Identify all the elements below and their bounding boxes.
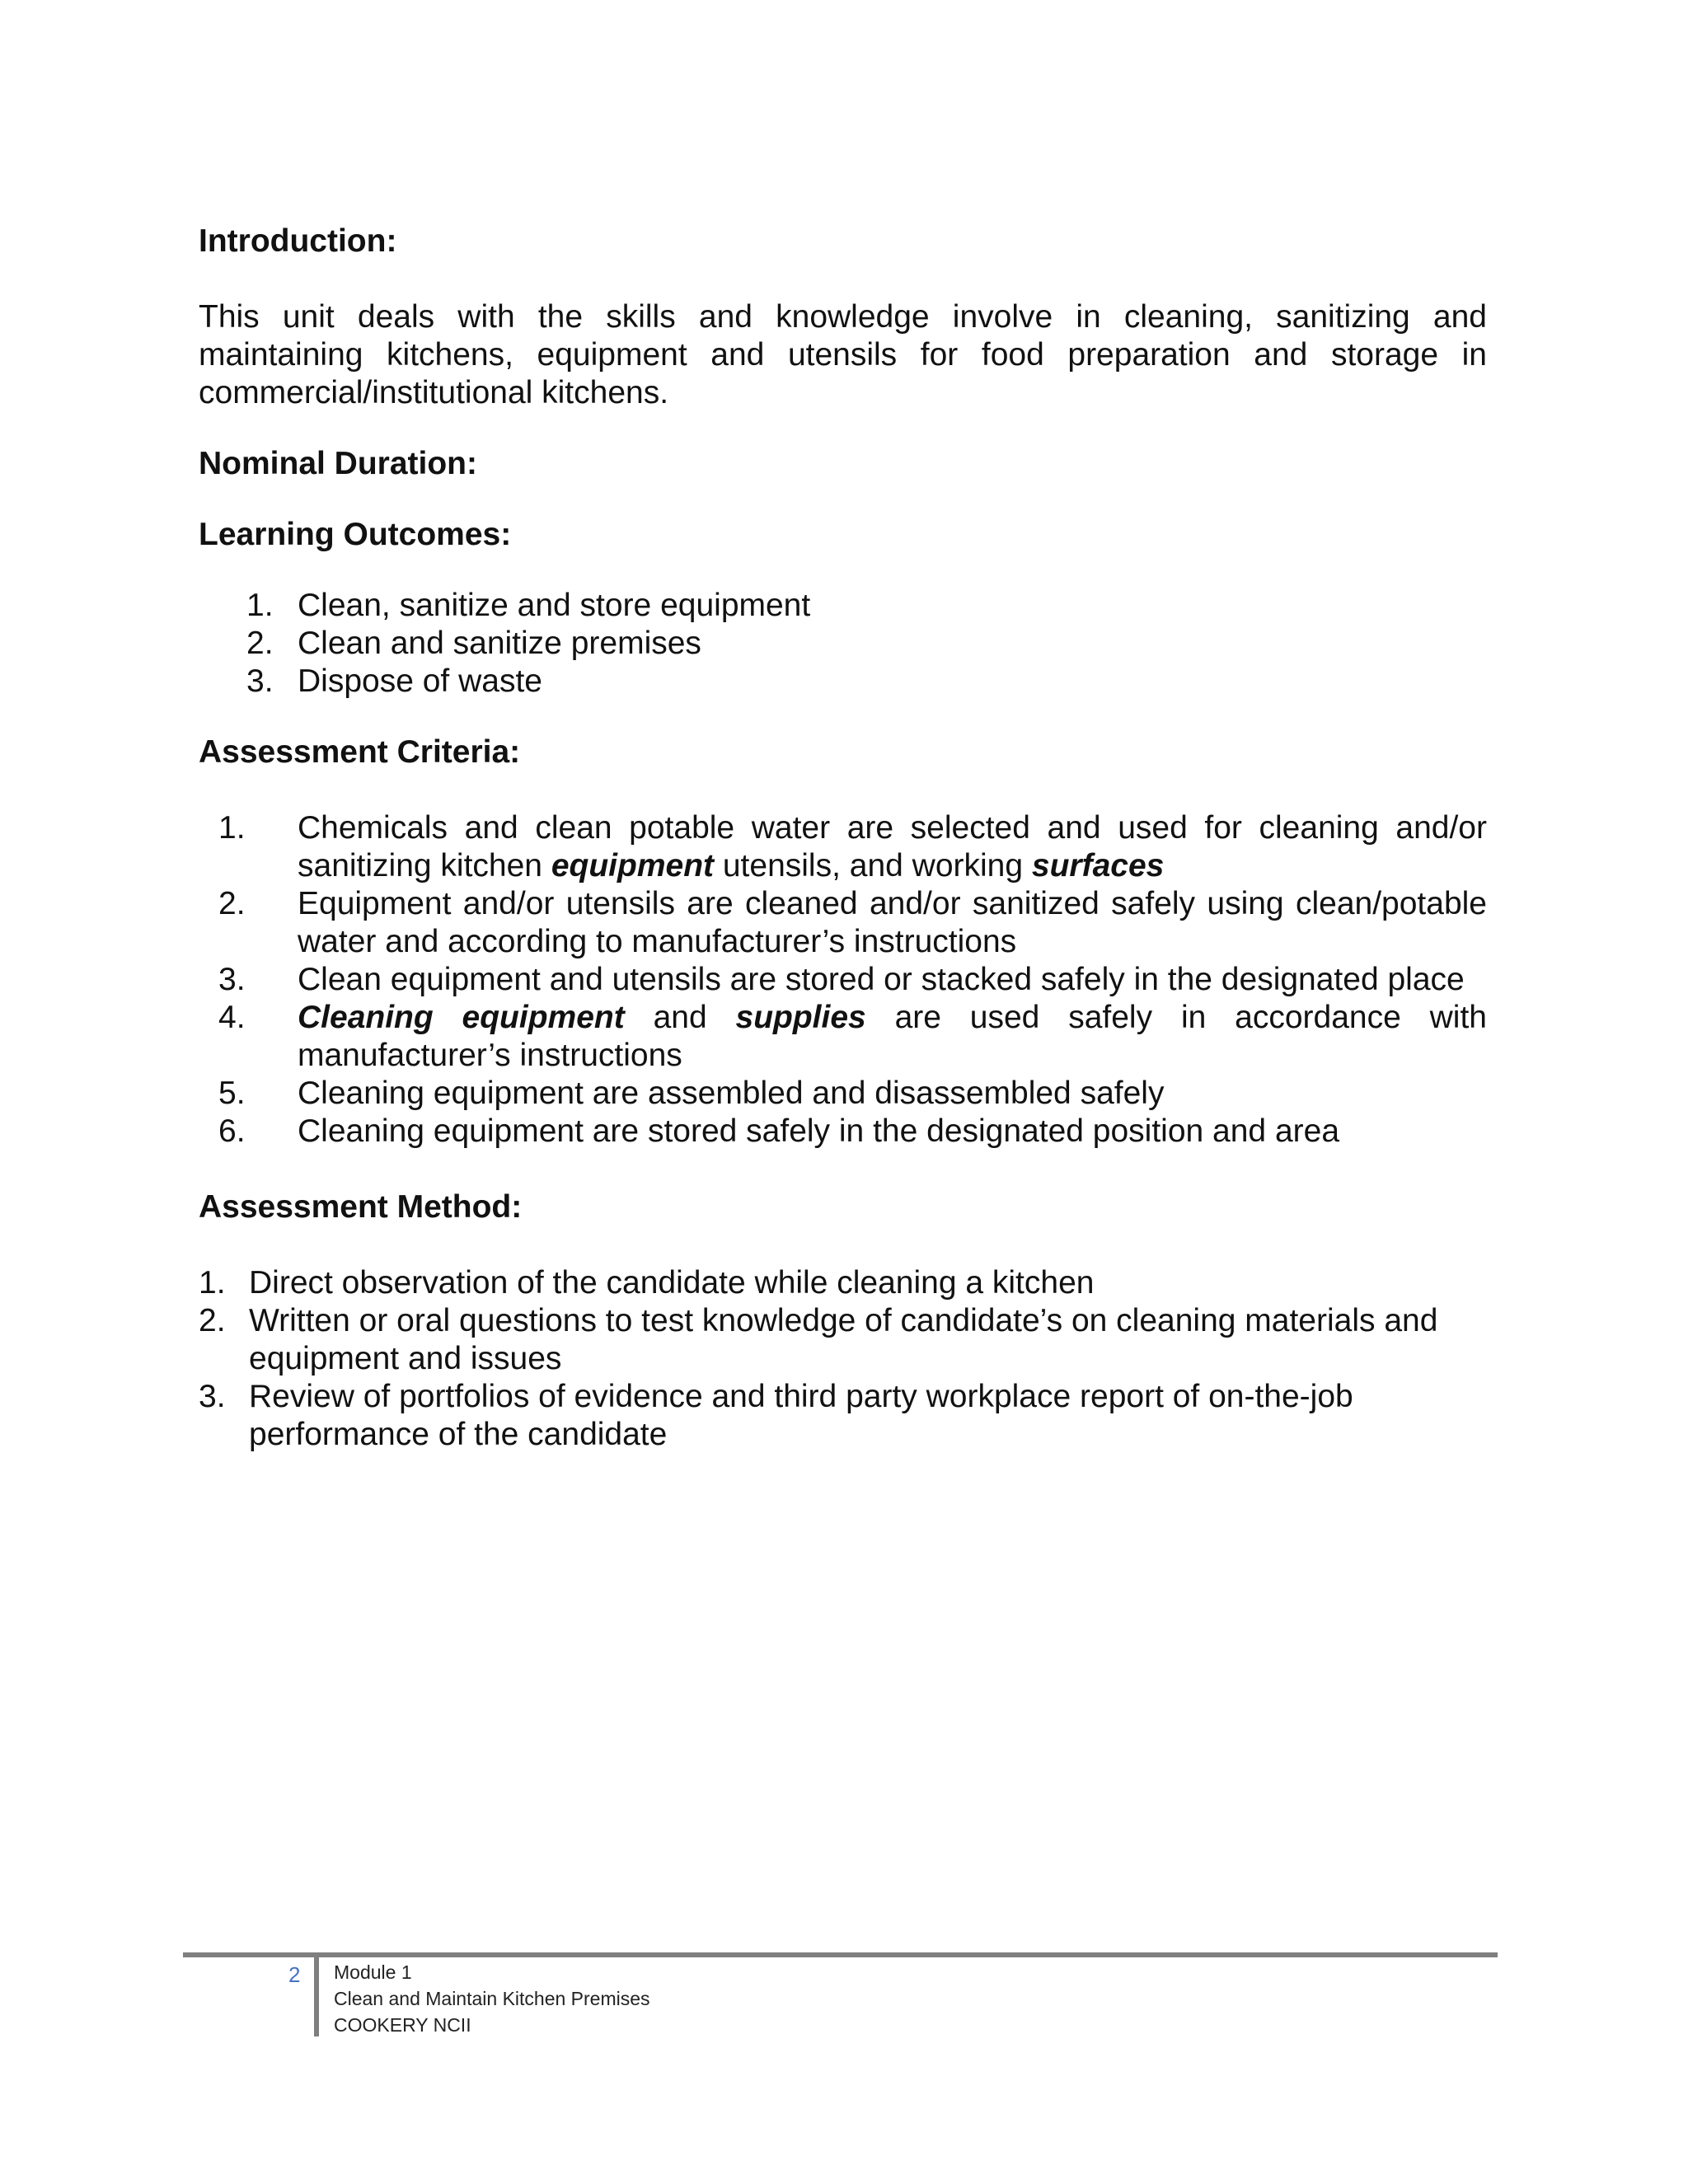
list-item-number: 3. bbox=[199, 1379, 226, 1414]
list-item-number: 4. bbox=[218, 1000, 246, 1035]
page-number: 2 bbox=[288, 1962, 301, 1987]
list-item-number: 3. bbox=[218, 962, 246, 997]
emphasis-equipment: equipment bbox=[551, 848, 715, 883]
list-item-number: 1. bbox=[218, 810, 246, 846]
footer-qualification: COOKERY NCII bbox=[334, 2014, 471, 2036]
list-item-text-middle: and bbox=[624, 1000, 736, 1035]
list-item-text: Clean, sanitize and store equipment bbox=[298, 588, 811, 623]
list-item-number: 1. bbox=[199, 1265, 226, 1301]
list-item bbox=[199, 1075, 1487, 1113]
footer-module: Module 1 bbox=[334, 1961, 412, 1983]
emphasis-cleaning-equipment: Cleaning equipment bbox=[298, 1000, 625, 1035]
page-content bbox=[199, 223, 1487, 1454]
list-item-text: Clean equipment and utensils are stored or stacked safely in the designated place bbox=[298, 962, 1465, 997]
footer-module-title: Clean and Maintain Kitchen Premises bbox=[334, 1988, 650, 2009]
list-item-text: Cleaning equipment are assembled and disassembled safely bbox=[298, 1076, 1165, 1111]
emphasis-surfaces: surfaces bbox=[1031, 848, 1165, 883]
assessment-criteria-list bbox=[199, 809, 1487, 1151]
list-item-number: 2. bbox=[246, 626, 274, 661]
list-item-number: 5. bbox=[218, 1076, 246, 1111]
list-item-number: 2. bbox=[199, 1303, 226, 1338]
list-item bbox=[199, 809, 1487, 885]
list-item bbox=[199, 885, 1487, 961]
emphasis-supplies: supplies bbox=[735, 1000, 866, 1035]
list-item-text: Cleaning equipment are stored safely in the designated position and area bbox=[298, 1113, 1340, 1149]
list-item-number: 6. bbox=[218, 1113, 246, 1149]
introduction-heading: Introduction: bbox=[199, 223, 397, 259]
list-item bbox=[199, 1113, 1487, 1151]
list-item-text-end: are used safely in accordance with manufacturer’s instructions bbox=[298, 1000, 1487, 1073]
list-item bbox=[246, 587, 1487, 625]
list-item-text: Review of portfolios of evidence and third party workplace report of on-the-job performance of the candidate bbox=[249, 1379, 1353, 1452]
introduction-text: This unit deals with the skills and knowledge involve in cleaning, sanitizing and maintaining kitchens, equipment and utensils for food preparation and storage in commercial/institutional kitchens. bbox=[199, 299, 1487, 410]
list-item-number: 2. bbox=[218, 886, 246, 921]
list-item-number: 1. bbox=[246, 588, 274, 623]
list-item-text-middle: utensils, and working bbox=[714, 848, 1032, 883]
list-item bbox=[199, 999, 1487, 1075]
list-item bbox=[199, 1264, 1487, 1302]
assessment-method-heading: Assessment Method: bbox=[199, 1189, 523, 1225]
list-item-text: Equipment and/or utensils are cleaned and/or sanitized safely using clean/potable water and according to manufacturer’s instructions bbox=[298, 886, 1487, 959]
list-item bbox=[199, 961, 1487, 999]
list-item-text: Clean and sanitize premises bbox=[298, 626, 701, 661]
assessment-method-list bbox=[199, 1264, 1487, 1454]
list-item bbox=[246, 625, 1487, 663]
list-item-number: 3. bbox=[246, 663, 274, 699]
list-item bbox=[199, 1378, 1487, 1454]
nominal-duration-heading: Nominal Duration: bbox=[199, 446, 477, 481]
learning-outcomes-list bbox=[199, 587, 1487, 701]
learning-outcomes-heading: Learning Outcomes: bbox=[199, 517, 512, 552]
footer-divider bbox=[183, 1952, 1498, 1957]
list-item bbox=[199, 1302, 1487, 1378]
list-item-text-start: Chemicals and clean potable water are selected and used for cleaning and/or sanitizing kitchen bbox=[298, 810, 1487, 883]
footer-info bbox=[334, 1959, 650, 2038]
list-item-text: Written or oral questions to test knowledge of candidate’s on cleaning materials and equipment and issues bbox=[249, 1303, 1438, 1376]
list-item-text: Dispose of waste bbox=[298, 663, 542, 699]
list-item-text: Direct observation of the candidate while cleaning a kitchen bbox=[249, 1265, 1095, 1301]
list-item bbox=[246, 663, 1487, 701]
footer-vertical-bar bbox=[314, 1957, 319, 2036]
assessment-criteria-heading: Assessment Criteria: bbox=[199, 734, 521, 770]
